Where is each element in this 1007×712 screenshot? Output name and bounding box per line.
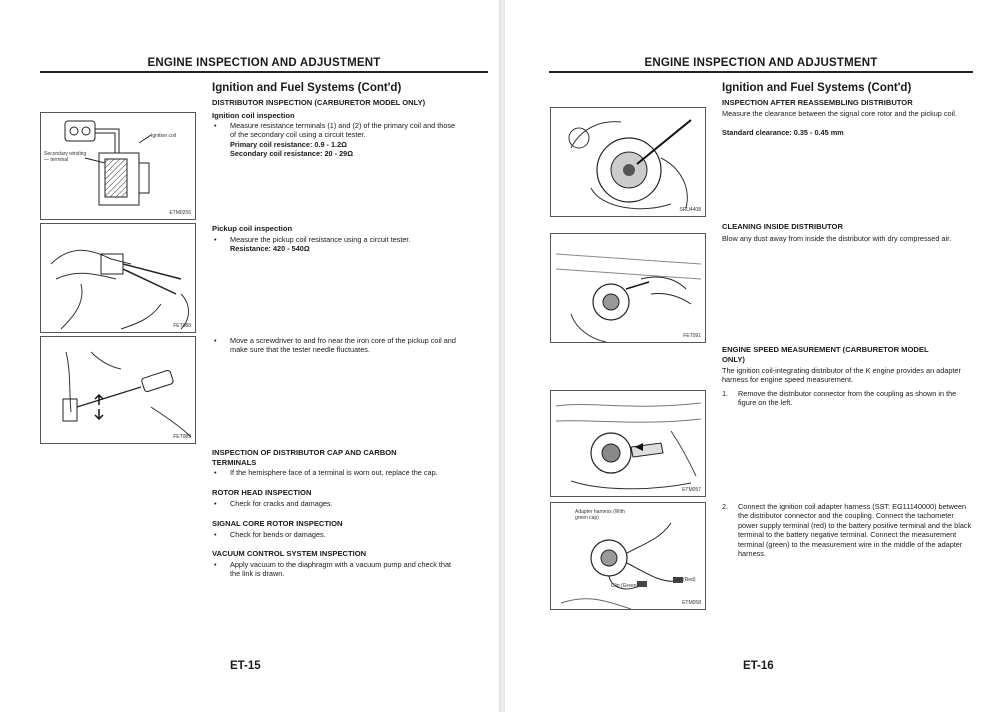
distributor-clearance-illustration xyxy=(551,108,706,217)
page-header: ENGINE INSPECTION AND ADJUSTMENT xyxy=(644,57,878,69)
adapter-harness-figure xyxy=(550,502,706,610)
bullet-dot: • xyxy=(214,468,217,477)
section-subtitle: INSPECTION AFTER REASSEMBLING DISTRIBUTOR xyxy=(722,98,913,107)
ignition-coil-label: Ignition coil xyxy=(151,133,177,139)
distributor-connector-figure xyxy=(550,390,706,497)
ignition-coil-figure xyxy=(40,112,196,220)
ignition-coil-bullet xyxy=(214,121,460,163)
page-number: ET-15 xyxy=(230,660,261,672)
clip-red-label: Clip (Red) xyxy=(673,577,696,583)
secondary-spec: Secondary coil resistance: 20 - 29Ω xyxy=(230,149,354,159)
bullet-text: Move a screwdriver to and fro near the iron core of the pickup coil and make sure that the tester needle fluctuates. xyxy=(230,336,456,355)
screwdriver-figure xyxy=(40,336,196,444)
bullet-dot: • xyxy=(214,560,217,569)
pickup-coil-bullet xyxy=(214,235,460,255)
figure-code: SRU4408 xyxy=(679,207,701,213)
pickup-coil-figure xyxy=(40,223,196,333)
figure-code: FET088 xyxy=(173,323,191,329)
signal-bullet xyxy=(214,530,460,540)
cleaning-heading: CLEANING INSIDE DISTRIBUTOR xyxy=(722,222,843,231)
signal-heading: SIGNAL CORE ROTOR INSPECTION xyxy=(212,519,343,528)
bullet-body xyxy=(230,121,460,159)
figure-code: FET091 xyxy=(683,333,701,339)
pickup-coil-illustration xyxy=(41,224,196,333)
rotor-heading: ROTOR HEAD INSPECTION xyxy=(212,488,312,497)
figure-code: FET089 xyxy=(173,434,191,440)
section-title: Ignition and Fuel Systems (Cont'd) xyxy=(212,82,402,94)
bullet-dot: • xyxy=(214,499,217,508)
cap-heading: INSPECTION OF DISTRIBUTOR CAP AND CARBON TERMINALS xyxy=(212,448,397,467)
cleaning-illustration xyxy=(551,234,706,343)
bullet-text: Apply vacuum to the diaphragm with a vacuum pump and check that the link is drawn. xyxy=(230,560,452,579)
bullet-text: Measure the pickup coil resistance using a circuit tester. xyxy=(230,235,411,244)
right-page xyxy=(505,0,1007,712)
left-page xyxy=(0,0,500,712)
step1-number: 1. xyxy=(722,389,729,398)
header-rule xyxy=(549,71,973,73)
step1-text: Remove the distributor connector from the coupling as shown in the figure on the left. xyxy=(738,389,957,408)
speed-text: The ignition coil-integrating distributor of the K engine provides an adapter harness for engine speed measurement. xyxy=(722,366,961,385)
ignition-coil-diagram xyxy=(41,113,196,220)
bullet-text: Measure resistance terminals (1) and (2) of the primary coil and those of the secondary coil using a circuit tester. xyxy=(230,121,456,140)
step2-number: 2. xyxy=(722,502,729,511)
bullet-dot: • xyxy=(214,235,217,244)
distributor-connector-illustration xyxy=(551,391,706,497)
bullet-text: Check for cracks and damages. xyxy=(230,499,333,508)
screwdriver-bullet xyxy=(214,336,460,356)
page-number: ET-16 xyxy=(743,660,774,672)
bullet-dot: • xyxy=(214,121,217,130)
screwdriver-illustration xyxy=(41,337,196,444)
reassembly-text: Measure the clearance between the signal core rotor and the pickup coil. xyxy=(722,109,957,118)
page-header: ENGINE INSPECTION AND ADJUSTMENT xyxy=(147,57,381,69)
bullet-text: Check for bends or damages. xyxy=(230,530,326,539)
cap-bullet xyxy=(214,468,474,478)
header-rule xyxy=(40,71,488,73)
figure-code: ETM057 xyxy=(682,487,701,493)
bullet-text: If the hemisphere face of a terminal is worn out, replace the cap. xyxy=(230,468,438,477)
clip-green-label: Clip (Green) xyxy=(611,583,639,589)
bullet-body xyxy=(230,235,460,254)
rotor-bullet xyxy=(214,499,460,509)
vacuum-heading: VACUUM CONTROL SYSTEM INSPECTION xyxy=(212,549,367,558)
figure-code: ETM058 xyxy=(682,600,701,606)
pickup-coil-heading: Pickup coil inspection xyxy=(212,224,293,233)
cleaning-figure xyxy=(550,233,706,343)
clearance-spec: Standard clearance: 0.35 - 0.45 mm xyxy=(722,128,844,137)
section-subtitle: DISTRIBUTOR INSPECTION (CARBURETOR MODEL ONLY) xyxy=(212,98,426,107)
resistance-spec: Resistance: 420 - 540Ω xyxy=(230,244,310,254)
figure-code: ETM0256 xyxy=(169,210,191,216)
distributor-clearance-figure xyxy=(550,107,706,217)
section-title: Ignition and Fuel Systems (Cont'd) xyxy=(722,82,912,94)
vacuum-bullet xyxy=(214,560,460,580)
step2-text: Connect the ignition coil adapter harness (SST: EG11140000) between the distributor connector and the coupling. Connect the tachometer power supply terminal (red) to the battery positive terminal and the black terminal to the battery negative terminal. Connect the measurement terminal (green) to the measurement wire in the middle of the adapter harness. xyxy=(738,502,972,559)
bullet-dot: • xyxy=(214,336,217,345)
primary-spec: Primary coil resistance: 0.9 - 1.2Ω xyxy=(230,139,347,149)
speed-heading: ENGINE SPEED MEASUREMENT (CARBURETOR MODEL ONLY) xyxy=(722,345,929,364)
adapter-harness-label: Adapter harness (With green cap) xyxy=(575,509,625,521)
cleaning-text: Blow any dust away from inside the distributor with dry compressed air. xyxy=(722,234,952,243)
ignition-coil-heading: Ignition coil inspection xyxy=(212,111,295,120)
bullet-dot: • xyxy=(214,530,217,539)
secondary-terminal-label: Secondary winding — terminal xyxy=(44,151,87,163)
